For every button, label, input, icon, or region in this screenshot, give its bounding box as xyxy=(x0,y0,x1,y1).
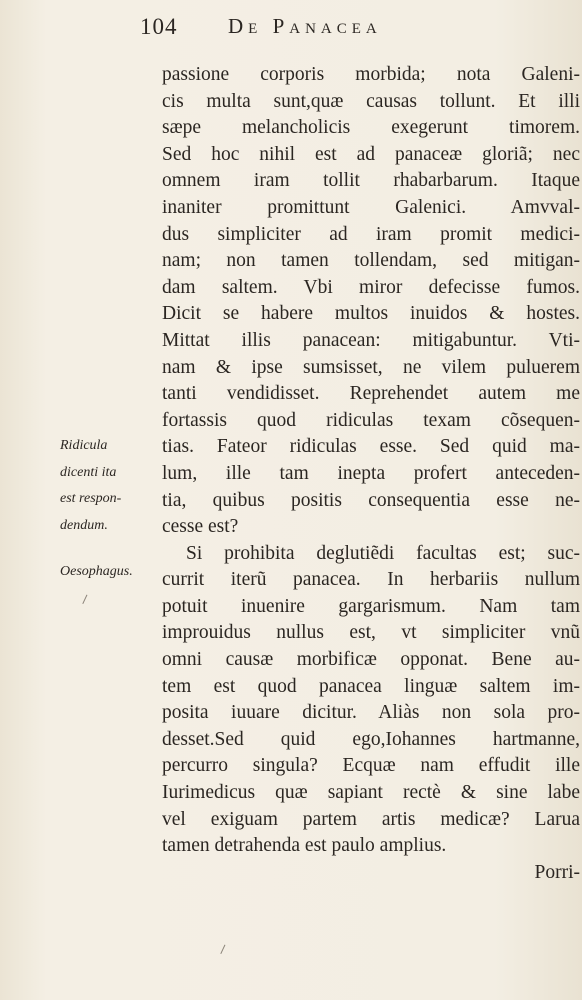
ink-speck xyxy=(82,595,94,608)
catchword: Porri- xyxy=(534,861,580,883)
text-line: nam; non tamen tollendam, sed mitigan- xyxy=(162,250,580,272)
text-line: improuidus nullus est, vt simpliciter vnũ xyxy=(162,622,580,644)
margin-note-oesophagus xyxy=(60,559,160,586)
text-line: tanti vendidisset. Reprehendet autem me xyxy=(162,383,580,405)
text-line: inaniter promittunt Galenici. Amvval- xyxy=(162,196,580,218)
text-line: Si prohibita deglutiẽdi facultas est; suc- xyxy=(186,542,580,564)
text-line: tem est quod panacea linguæ saltem im- xyxy=(162,675,580,697)
text-line: Dicit se habere multos inuidos & hostes. xyxy=(162,303,580,325)
text-line: percurro singula? Ecquæ nam effudit ille xyxy=(162,755,580,777)
page-header xyxy=(140,14,470,54)
text-line: passione corporis morbida; nota Galeni- xyxy=(162,64,580,85)
ink-speck xyxy=(220,945,232,958)
text-line: Iurimedicus quæ sapiant rectè & sine labe xyxy=(162,782,580,804)
margin-note-ridicula xyxy=(60,433,160,539)
text-line: Sed hoc nihil est ad panaceæ gloriã; nec xyxy=(162,143,580,165)
text-line: currit iterũ panacea. In herbariis nullum xyxy=(162,569,580,591)
text-line: vel exiguam partem artis medicæ? Larua xyxy=(162,808,580,830)
page-number: 104 xyxy=(140,14,178,39)
text-line: tia, quibus positis consequentia esse ne- xyxy=(162,489,580,511)
text-line: desset.Sed quid ego,Iohannes hartmanne, xyxy=(162,728,580,750)
text-line: potuit inuenire gargarismum. Nam tam xyxy=(162,595,580,617)
margin-note-line: dendum. xyxy=(60,517,108,533)
text-line: posita iuuare dicitur. Aliàs non sola pro- xyxy=(162,702,580,724)
margin-note-line: est respon- xyxy=(60,491,122,507)
text-line: lum, ille tam inepta profert anteceden- xyxy=(162,462,580,484)
text-line: cis multa sunt,quæ causas tollunt. Et illi xyxy=(162,90,580,112)
running-title: De Panacea xyxy=(228,14,382,38)
text-line: tias. Fateor ridiculas esse. Sed quid ma- xyxy=(162,436,580,458)
text-line: tamen detrahenda est paulo amplius. xyxy=(162,835,447,857)
body-text xyxy=(162,62,580,886)
margin-note-line: Ridicula xyxy=(60,438,108,453)
text-line: cesse est? xyxy=(162,516,239,538)
text-line: fortassis quod ridiculas texam cõsequen- xyxy=(162,409,580,431)
margin-note-line: dicenti ita xyxy=(60,464,117,480)
text-line: omnem iram tollit rhabarbarum. Itaque xyxy=(162,170,580,192)
text-line: dus simpliciter ad iram promit medici- xyxy=(162,223,580,245)
text-line: omni causæ morbificæ opponat. Bene au- xyxy=(162,649,580,671)
margin-note-line: Oesophagus. xyxy=(60,564,133,579)
text-line: sæpe melancholicis exegerunt timorem. xyxy=(162,117,580,139)
text-line: dam saltem. Vbi miror defecisse fumos. xyxy=(162,276,580,298)
text-line: nam & ipse sumsisset, ne vilem puluerem xyxy=(162,356,580,378)
text-line: Mittat illis panacean: mitigabuntur. Vti- xyxy=(162,329,580,351)
